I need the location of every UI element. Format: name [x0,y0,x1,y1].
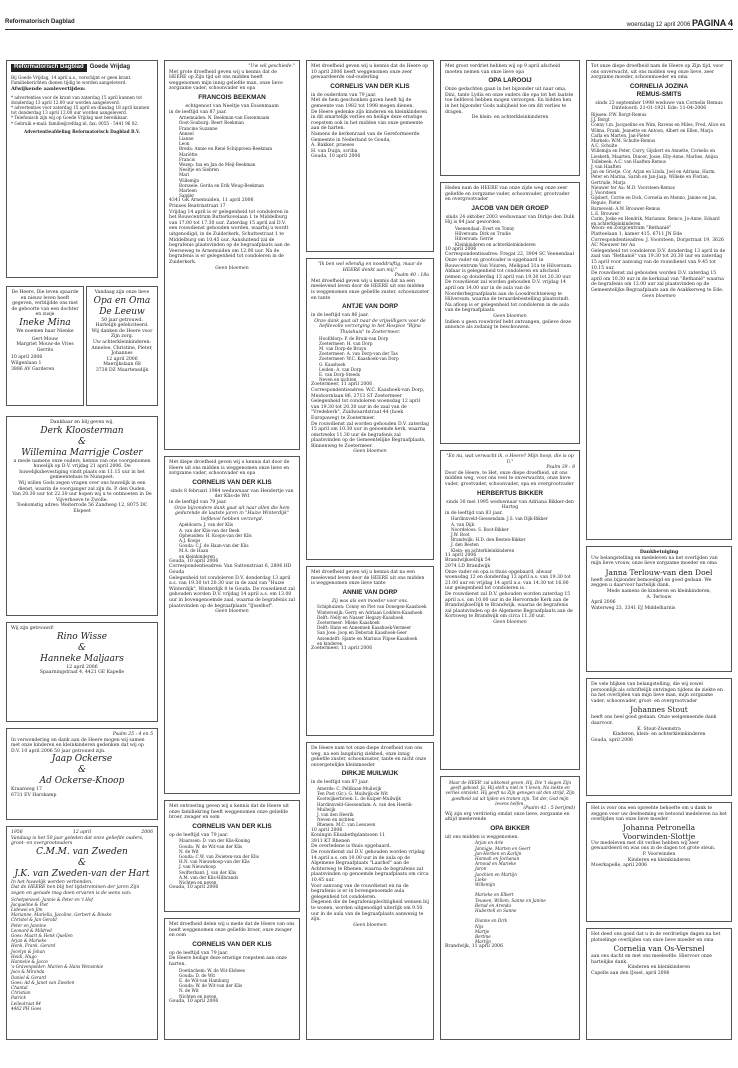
notice-text: De rouwdienst zal gehouden worden D.V. zaterdag 15 april om 10.30 uur in de kerkzaal van "Bethanië" waarna de begrafenis om 12.00 uur zal plaatsvinden op de Gemeentelijke Begraafplaats aan de Asakkerweg te Ede. [591,271,724,293]
notice-sign: Kinderen en kleinkinderen [627,965,691,971]
notice-text: Met diepe droefheid geven wij u kennis dat door de Heere uit ons midden is weggenomen onze lieve en zorgzame vader, schoonvader en opa [169,460,290,477]
notice-family: 's-Gravenpolder: Marien & Hans Wensinkie Jaco & Miranda Daniel & Gerard [11,964,104,980]
notice-verse: "Uw wil geschiede." [248,64,295,69]
notice-age: in de leeftijd van 86 jaar. [311,313,369,319]
notice-herbertus [440,450,580,770]
notice-text: Gelegenheid tot condoleren D.V. donderdag 13 april in de zaal van "Bethanië" van 19.30 tot 20.30 uur en zaterdag 15 april voor aanvang van de rouwdienst van 9.45 tot 10.15 uur. [591,248,726,271]
notice-text: Met grote droefheid geven wij u kennis dat de HEERE op Zijn tijd uit ons midden heeft weggenomen mijn innig geliefde man, onze lieve zorgzame vader, schoonvader en opa [169,69,283,92]
notice-text: Dankbaar en blij geven wij, [50,420,114,425]
notice-family: Amerde: C. Pellikaan-Muilwijk Ten Post (Gr.): G. Muilwijk-de Wit Kootwijkerbroek: L. de Kuiper-Muilwijk Hardinxveld-Giessendam: A. van den Heerik-Muilwijk J. van den Heerik Neven en nichten Rhenen: M.C. van Leeuwen [317,785,413,828]
notice-text: Met droefheid geven wij u kennis dat na een meelevend leven door de HEERE uit ons midden is weggenomen onze geliefde zuster, schoonzuster en tante [311,278,430,301]
ad-line: * advertenties voor zaterdag 15 april en dinsdag 18 april kunnen tot donderdag 13 april 12.00 uur worden aangeleverd. [11,105,150,116]
notice-date: Gouda, 10 april 2006 [169,558,219,564]
notice-age: in de leeftijd van 79 jaar. [169,499,227,505]
notice-address: Correspondentieadres: Van Suttenstraat 6, 2806 HD Gouda [169,564,292,575]
notice-text: Met groot verdriet hebben wij op 9 april afscheid moeten nemen van onze lieve opa [445,64,561,75]
notice-family: Rijssen: P.W. Borgt-Remus J.J. Borgt Conny t.m. Jacqueline en Wim, Ravens en Miles, Fred, Alice en Wilma, Frank, Jeanette en Antoon, Albert en Ellen, Marja Carla en Marten, Jan-Pieter Markelo: W.M. Schulte-Remus A.C. Schulte Willemijn en Peter, Corry, Gijsbert en Annette, Cornelis en Liesbeth, Maarten, Dinoor, Josse, Elly-Anne, Marlies, Anijsa Tollebeek: A.C. van Haaften-Remus J. van Haaften Jan en Grietje, Cor, Arjan en Linda, Joel en Adriana, Harm, Peter en Marina, Sarah en Jan-Jaap, Willeke en Florian, Gertrude, Marja Nieuwer ter Aa: M.D. Voorsteen-Remus J. Voorsteen Gijsbert, Corrie en Dick, Cornelia en Menno, Janine en Jan, Reguie, Pieter Barneveld: A.W. Brouwer-Remus L.E. Brouwer Carin, Joske en Hendrik, Marianne, Remco, Jo-Anne, Eduard en achterkleinkinderen [591,111,726,227]
notice-address: Wilgenlaan 1 3886 AV Garderen [11,360,55,372]
ad-footer: Advertentieafdeling Reformatorisch Dagblad B.V. [24,128,140,134]
paper-name: Reformatorisch Dagblad [5,19,75,25]
notice-janna [586,546,732,672]
notice-text: Met droefheid geven wij u kennis dat de Heere op 10 april 2006 heeft weggenomen onze zeer gewaardeerde oud-ouderling [311,64,429,81]
notice-text: Onze vader en opa is thuis opgebaard, alwaar woensdag 12 en donderdag 13 april a.s. van 19.30 tot 21.00 uur en vrijdag 14 april a.s. van 14.30 tot 16.00 uur gelegenheid tot condoleren is. [445,569,571,592]
notice-text: De rouwdienst zal worden gehouden D.V. zaterdag 15 april om 10.30 uur in genoemde kerk, waarna omstreeks 11.30 uur de begrafenis zal plaatsvinden op de Gemeentelijke Begraafplaats, Binnenweg te Zoetermeer. [311,421,429,449]
notice-name: Derk Kloosterman [40,425,124,436]
notice-age: in de ouderdom van 79 jaar. [311,92,377,98]
notice-zweden [6,826,158,1040]
notice-klis-4 [306,60,434,252]
notice-address: 4341 GK Arnemuiden, 11 april 2006 Prinses Beatrixstraat 17 [169,198,254,209]
ad-line: * Gebruik e-mail: familie@refdag.nl, fax: 0055 - 5441 96 02. [11,120,139,126]
notice-name: Ineke Mina [19,317,71,328]
notice-text: De overledene is thuis opgebaard. [311,844,391,850]
notice-text: uit ons midden is weggenomen. [445,834,519,840]
ad-line: * Telefonisch zijn wij op Goede Vrijdag niet bereikbaar. [11,115,129,121]
notice-verse-ref: Psalm 39 : 8 [546,465,575,471]
notice-antje [306,258,434,560]
notice-date: 10 april 2006 [445,246,477,252]
notice-name: CORNELIS VAN DER KLIS [192,478,272,486]
ad-line: * advertenties voor de krant van zaterdag 15 april kunnen tot donderdag 13 april 12.00 uur worden aangeleverd. [11,94,143,105]
notice-stout [586,678,732,796]
notice-family: Hoofddorp: P. de Bruin-van Dorp Zoetermeer: H. van Dorp M. van Dorp-de Bruyn Zoetermeer: A. van Dorp-van der Tas Zoetermeer: W.C. Kaashoek-van Dorp G. Kaashoek Leiden: A. van Dorp E. van Dorp-Steeds Neven en nichten [319,335,399,383]
notice-text: Voor aanvang van de rouwdienst en na de begrafenis is er in bovengenoemde aula gelegenheid tot condoleren. [311,883,409,900]
notice-name: Rino Wisse [56,631,108,642]
notice-verse: "Ik ben wel ellendig en nooddruftig, maar de HEERE denkt aan mij." [317,262,423,273]
notice-amp: & [77,642,86,653]
notice-address: Correspondentieadres: J. Voorsteen, Dorpstraat 19, 3626 AC Nieuwer ter Aa [591,237,724,249]
ad-subtitle: Afwijkende aanlevertijden: [11,86,86,92]
notice-name: Hanneke Maljaars [40,653,124,664]
notice-text: sinds 24 oktober 2003 weduwnaar van Dirkje den Dulk [445,214,575,220]
notice-family: Goes: Ad & Janet van Zweden Chantal Christian Patrick [11,979,75,1001]
year: 2006 [141,830,153,835]
notice-ockerse [6,728,158,820]
notice-name: OPA LAROOIJ [488,77,532,85]
notice-text: De Heere gedenke zijn kinderen en kleinkinderen in dit smartelijk verlies en heilige deze ernstige roepstem ook in het midden van onze gemeente aan de harten. [311,109,428,132]
notice-text: Vandaag zijn onze lieve [94,290,150,295]
notice-text: Indien u geen rouwbrief hebt ontvangen, gelieve deze annonce als zodanig te beschouwen. [445,319,572,331]
notice-petronella [586,802,732,922]
notice-text: Onze vader en grootvader is opgebaard in Rouwcentrum Van Vuuren, Melkpad 31a te Hilversum. Aldaar is gelegenheid tot condoleren en afscheid nemen op donderdag 13 april van 19.30 tot 20.30 uur. [445,257,573,280]
notice-text: Het is voor ons een opreehte behoefte om u dank te zeggen voor uw deelneming en betoond medeleven na het overlijden van onze lieve moeder [591,806,727,823]
ad-intro: Bij Goede Vrijdag, 14 april a.s., verschijnt er geen krant. Familieberichten dienen tijdig te worden aangeleverd. [11,74,132,85]
notice-sign: A. Terlouw [646,594,672,600]
notice-amp: & [77,436,86,447]
notice-family: Doetinchem: W. de Wit-Elshees Gouda: D. de Wit E. de Wit-van Hamburg Gouda: W. de Wit-van der Klis N. de Wit Nichten en neven [179,967,246,999]
year: 1956 [11,830,23,835]
notice-text: De Heere heilige deze ernstige roepstem aan onze harten. [169,956,287,967]
notice-name: OPA BIKKER [490,824,530,832]
notice-age: in de leeftijd van 87 jaar. [311,780,369,786]
notice-text: Het deed ons goed dat u in de verdrietige dagen na het plotselinge overlijden van onze lieve moeder en oma [591,932,721,943]
notice-klis-3 [164,918,300,1040]
notice-text: heeft ons heel goed gedaan. Onze welgemeende dank daarvoor. [591,715,717,726]
notice-date: 10 april 2006 [11,355,43,361]
notice-text: De rouwdienst zal worden gehouden D.V. vrijdag 14 april om 14.00 uur in de aula van de Noorderbegraafplaats aan de Loosdrechtseweg te Hilversum, waarna de teraardebestelling plaatsvindt. [445,280,570,303]
notice-address: Lelieatraat 84 4462 PH Goes [11,1000,42,1011]
notice-text: aan ons dacht en met ons meeleefde. Hiervoor onze hartelijke dank. [591,954,713,965]
notice-text: Tot onze diepe droefheid nam de Heere op Zijn tijd, voor ons onverwacht, uit ons midden weg onze lieve, zeer zorgzame moeder, schoonmoeder en oma [591,64,724,81]
notice-text: Namens de kerkenraad van de Gereformeerde Gemeente in Nederland te Gouda, [311,131,420,143]
notice-name: Cornelia van Os-Versnel [613,944,705,954]
notice-text: Wij zijn erg verdrietig omdat onze lieve, zorgzame en altijd meelevende [445,811,570,823]
notice-family: Goes: Maart & Henk Quellen Arjan & Marieke Henk, Frank, Gerard Jocelyn & Johan Heidi, Hugo Hannelie & Jacco [11,932,73,964]
notice-text: Dat de HEERE hen blij het tijdstrominen der jaren Zijn zegen en genade mag doen ervaren is de wens van: [11,885,140,896]
notice-name: Johannes Stout [630,705,688,715]
notice-address: Toekomstig adres: Weiterrode 56 Zandweg 12, 8075 DC Elspeet [16,503,148,514]
notice-amp: & [77,857,86,868]
page-date: woensdag 12 april 2006 PAGINA 4 [626,18,733,28]
notice-vernel [586,928,732,1040]
notice-date: Moerkapelle, april 2006 [591,863,648,869]
goede-vrijdag-ad [6,60,158,278]
notice-date: Gouda, 10 april 2006 [311,154,361,160]
notice-text: Heden nam de HEERE van onze zijde weg onze zeer geliefde en zorgzame vader, schoonvader, grootvader en overgrootvader [445,186,570,203]
notice-date: April 2006 Waterweg 23, 3341 EJ Middelharnis [591,600,676,611]
notice-text: Vrijdag 14 april is er gelegenheid tot condoleren in het Rouwcentrum Butterkovelaan 1 te Middelburg van 17.00 tot 17.30 uur. Zaterdag 15 april zal D.V. een rouwdienst gehouden worden, waarbij u wordt uitgenodigd, in de Zuiderkerk, Schuttestraat 1 te Middelburg om 10.45 uur. Aansluitend zal de begrafenis plaatsvinden op de begraafplaats aan de Veerseweg te Arnemuiden om 12.00 uur. Na de begrafenis is er gelegenheid tot condoleren in de Zuiderkerk. [169,209,290,265]
notice-name: J.K. van Zweden-van der Hart [14,868,150,879]
notice-text: Met ontroering geven wij u kennis dat de Heere uit onze familiekring heeft weggenomen onze geliefde broer, zwager en oom [169,804,290,821]
logo: Reformatorisch Dagblad [11,64,87,72]
notice-family: Gerrits [36,347,54,353]
notice-text: Gelegenheid tot condoleren woensdag 12 april van 19.30 tot 20.30 uur in de zaal van de "Vredekerk", Zuidwaardstraat 44 (hoek Europaweg) te Zoetermeer. [311,399,421,421]
notice-verse-ref: (Psalm 42 : 5 berijmd) [523,806,575,812]
notice-verse: Psalm 25 : 4 en 5 [112,732,153,737]
notice-text: sinds 8 februari 1984 weduwnaar van Hendertje van der Klis-de Wit [170,488,294,500]
notice-address: Spaarningstraat 4, 4421 GE Kapelle [39,670,125,676]
notice-text: Met de hem geschonken gaven heeft hij de gemeente van 1982 tot 1998 mogen dienen. [311,98,414,109]
notice-text: sinds 30 mei 1995 weduwnaar van Adriana Bikker-den Hartog [446,499,574,511]
notice-sign: P. Voorwinden Kinderen en kleinkinderen [627,851,691,863]
notice-text: De rouwdienst zal D.V. gehouden worden vrijdag 14 april a.s. om 10.00 uur in de aula op de Algemene Begraafplaats "Laarhof" aan de Achterweg te Rhenen, waarna de begrafenis zal plaatsvinden op genoemde begraafplaats om circa 10.45 uur. [311,849,429,883]
notice-date: Capelle aan den IJssel, april 2006 [591,970,670,976]
notice-text: Met droefheid delen wij u mede dat de Heere van ons heeft weggenomen onze geliefde broer, onze zwager en oom [169,922,295,939]
notice-rino [6,622,158,722]
notice-address: Kraanweg 17 6731 EV Harskamp [11,787,57,798]
notice-name: Jaap Ockerse [51,754,113,765]
notice-opa-oma [86,286,158,406]
notice-verse: "En nu, wat verwacht ik, o Heere? Mijn hoop, die is op U." [446,454,574,465]
notice-footer: Geen bloemen [215,265,249,271]
notice-title: Dankbetuiging [639,550,679,555]
notice-age: op de leeftijd van 79 jaar. [169,832,229,838]
notice-klis-1 [164,456,300,794]
notice-ineke [6,286,84,406]
notice-family: Maarssen: D. van der Klis-Koning Gouda: W. de Wit-van der Klis N. de Wit Gouda: C.W. van Zwieten-van der Klis H.N. van Nieuwkoop-van der Klis J. van Nieuwkoop Swifterbant: J. van der Klis A.M. van der Klis-Hilbrands Nichten en neven [179,838,259,885]
page-header [5,18,733,30]
notice-text: Mede namens de kinderen en kleinkinderen, [606,588,712,594]
notice-text: We noemen haar Nienke [16,328,74,334]
notice-address: Correspondentieadres: W.C. Kaashoek-van Dorp, Meidoornlaan 86, 2713 ST Zoetermeer [311,387,425,399]
notice-text: Door de Heere, te Het, onze diepe droefheid, uit ons midden weg, voor ons veel te onverwachts, onze lieve vader, grootvader, schoonvader, opa en overgrootvader [445,470,574,487]
notice-footer: De klein- en achterkleinkinderen [471,115,549,121]
notice-address: Maerijkslaan 68 3738 DZ Maartensdijk [95,362,149,373]
notice-name: CORNELIS VAN DER KLIS [330,82,410,90]
notice-address: Woon- en Zorgcentrum "Bethanië" Platteelaan 1, kamer 415, 6711 JN Ede [591,226,683,238]
notice-family: Arnemuiden: N. Beekman-van Essenmaam Oost-Souburg: Beert Beekman Francine Suzanne Anneel Lianne Leon Breda: Annie en René Schippreen-Beekman Mariëtte Francis Wezep: Ina en Jan de Meij-Beekman Neeltje en Siebren Mari Willemijn Borssele: Gerda en Erik Weug-Beekman Marleen Sander [179,115,273,199]
notice-name: Willemina Marrigje Coster [21,447,143,458]
notice-name: REMUS-SMITS [636,90,682,98]
notice-verse: Zij was als een moeder voor ons. [331,598,409,604]
notice-name: JACOB VAN DER GROEP [471,204,549,212]
notice-text: echtgenoot van Neeltje van Essenmaam [185,103,279,109]
notice-footer: Geen bloemen [642,293,676,299]
notice-family: Gert Mouw Margriet Mouw-de Vries [16,336,74,348]
notice-name: DIRKJE MUILWIJK [341,770,399,778]
notice-verse: Onze bijzondere dank gaat uit naar allen die hem gedurende de laatste jaren in "Huize Winterdijk" liefdevol hebben verzorgd. [174,505,290,522]
notice-age: in de leeftijd van 87 jaar. [169,109,227,115]
notice-footer: Geen bloemen [215,609,249,615]
notice-verse: Maar de HEER' zal uitkomst geven, Hij, Die 't slagen Zijn geeft gebood. Ja, Hij stelt u niet in 't leven, Na ziekte en verlies ontvlekt. Hij geeft na Zijn genegen uit den strijd, Zijn goedheid zal uit lijden en tranen zijn. Tot der, God mijn levens helfen. [445,780,575,806]
notice-opa-bikker [440,776,580,1040]
notice-annie [306,566,434,736]
notice-text: Degenen die de begrafenisplechtigheid wensen bij te wonen, worden uitgenodigd uiterlijk om 9.50 uur in de aula van de begraafplaats aanwezig te zijn. [311,900,430,923]
notice-text: Uw belangstelling en medeleven na het overlijden van mijn lieve vrouw, onze lieve zorgzame moeder en oma [591,555,718,567]
notice-age: Hij is 84 jaar geworden. [445,220,502,226]
notice-text: De Heere nam tot onze diepe droefheid van ons weg, na een langdurig ziekbed, onze innig geliefde zuster, schoonzuster, tante en nicht onze onvergetelijke kleinmoeder [311,746,427,768]
notice-family: Hardinxveld-Giessendam: J.S. van Dijk-Bikker A. van Dijk Noordeloos: S. Boot-Bikker J.W. Boot Brandwijk: H.D. den Besten-Bikker J. den Besten Klein- en achterkleinkinderen [451,516,548,553]
notice-family: Apeldoorn: J. van der Klis A. van der Klis-van der Beek Opheusden: H. Koops-van der Klis A.J. Koops Gouda: C.J. de Haan-van der Klis M.A. de Haan en kleinkinderen [179,522,252,559]
notice-klis-2 [164,800,300,912]
notice-family: Uw achterkleinkinderen: Anneloe, Christine, Pieter, Johannes [91,339,153,357]
notice-footer: Geen bloemen [493,313,527,319]
notice-name: Opa en Oma De Leeuw [93,295,151,317]
notice-text: In het huwelijk werden verbonden. [11,879,93,885]
notice-text: Wij willen Gods zegen vragen over ons huwelijk in een dienst, waarin de voorganger zal zijn ds. P. den Ouden. [17,480,147,492]
notice-name: ANTJE VAN DORP [342,303,398,311]
notice-text: Wij zijn getrouwd! [11,626,54,631]
notice-name: Johanna Petronella [622,822,696,832]
notice-jacob [440,182,580,444]
notice-footer: Geen bloemen [353,449,387,455]
notice-text: u mede namens onze ouders, kennis van ons voorgenomen huwelijk op D.V. vrijdag 21 april 2006. De huwelijksbevestiging vindt plaats om 11.15 uur in het gemeentehuis te Nunspeet. [13,458,151,481]
notice-date: Zoetermeer, 11 april 2006 [311,646,373,651]
notice-address: Correspondentieadres: Fregat 22, 3904 SC Veenendaal [445,252,575,258]
notice-name: C.M.M. van Zweden [36,846,128,857]
notice-text: Met droefheid geven wij u kennis dat na een meelevend leven door de HEERE uit ons midden is weggenomen onze lieve tante [311,570,425,587]
notice-name: CORNELIA JOZINA [629,82,689,90]
notice-age: op de leeftijd van 79 jaar. [169,950,229,956]
notice-family: A. Bakker, praeses H. van Duijn, scriba [311,143,358,154]
notice-address: 10 april 2006 Koningin Elisabethplantsoen 11 3911 KT Rhenen [311,827,386,844]
notice-text: De Heere, Die leven spaarde en nieuw leven heeft gegeven, verblijdde ons met de geboorte van een dochter en zusje [11,290,79,318]
notice-text: Na afloop is er gelegenheid tot condoleren in de aula van de begraafplaats. [445,302,569,314]
notice-name: CORNELIS VAN DER KLIS [192,822,272,830]
notice-footer: Geen bloemen [353,922,387,928]
notice-family: Schiphuizen: Conny en Piet van Donegen-Kaashoek Winterswijk: Gerry en Adriaan Lodders-Kaashoek Delft: Nelly en Nasser Hegazy-Kaashoek Zoetermeer: Mieke Kaashoek Delft: Hans en Annemiek Kaashoek-Vermeer San Jose: Joop en Deborah Kaashoek-Geer Assendelft: Sjante en Marinus Flipse-Kaashoek en kinderen [317,604,427,646]
notice-date: Zoetermeer, 11 april 2006 [311,382,373,388]
notice-text: Van 20.30 uur tot 22.30 uur hopen wij u te ontmoeten in De Vijverhoeve te Zwolle. [12,492,152,503]
notice-cornelia [586,60,732,540]
notice-text: De vele blijken van belangstelling, die wij zowel persoonlijk als schriftelijk ontvingen tijdens de ziekte en na het overlijden van mijn lieve man, mijn zorgzame vader, schoonvader, groot- en overgrootvader [591,682,723,704]
notice-dirkje [306,742,434,1040]
notice-text: sinds 23 september 1998 weduwe van Cornelis Remus [595,100,723,106]
notice-date: 12 april 2006 [66,664,98,670]
notice-text: In verwondering en dank aan de Heere mogen wij samen met onze kinderen en kleinkinderen gedenken dat wij op D.V. 10 april 2006 50 jaar getrouwd zijn. [11,737,145,754]
ad-title: Goede Vrijdag [89,64,131,70]
notice-sign: K. Stout-Zwemstra Kinderen, klein- en achterkleinkinderen [612,726,706,738]
notice-text: Uw medeleven met dit verlies hebben wij zeer gewaardeerd en was ons in de dagen tot grote steun. [591,840,716,852]
year: 12 april [72,830,92,835]
notice-date: 12 april 2006 [106,356,138,362]
notice-dates: Dinteloord: 21-01-1921 Ede: 11-04-2006 [611,106,707,112]
notice-age: in de leeftijd van 83 jaar. [445,510,503,516]
notice-name: Janna Terlouw-van den Doel [605,567,713,577]
notice-text: heeft ons bijzonder bemoedigd en goed gedaan. We zeggen u daarvoor hartelijk dank. [591,577,712,589]
notice-text: 50 jaar getrouwd. Hartelijk gefeliciteerd. Wij danken de Heere voor Zijn zorg. [91,317,153,340]
notice-text: De rouwdienst zal D.V. gehouden worden zaterdag 15 april a.s. om 10.00 uur in de Hervormde Kerk aan de BrandwijkseDijk te Brandwijk, waarna de begrafenis zal plaatsvinden op de Algemene Begraafplaats aan de Kortsweg te Brandwijk om circa 11.30 uur. [445,591,573,620]
notice-date: Gouda, 10 april 2006 [169,998,219,1004]
notice-date: Gouda, 10 april 2006 [169,885,219,891]
notice-name: FRANCOIS BEEKMAN [198,93,266,101]
notice-name: ANNIE VAN DORP [342,588,398,596]
notice-footer: Geen bloemen [493,619,527,625]
notice-family: Veenendaal: Evert en Tonny Hilversum: Dirk en Trudie Hilversum: Gerrie Kleinkinderen en achterkleinkinderen [455,225,536,247]
notice-family: Arjan en Arie Jannigje, Marten en Geert Jan-Herben en Karlijn Hannah en Jochanan Arnoud en Marieke Jaron Jaochien en Martijn Lieke Willemijn Marieke en Elbert Teuwen, Willem, Sanne en Janine Berad en Arenda Hubertell en Sanne Dianne en Dirk Nijs Martje Bertine Martijn [475,840,546,945]
notice-text: Gelegenheid tot condoleren D.V. donderdag 13 april a.s. van 19.30 tot 20.30 uur in de zaal van "Huize Winterdijk", Winterdijk 8 te Gouda. De rouwdienst zal gehouden worden D.V. vrijdag 14 april a.s. om 13.00 uur in bovengenoemde zaal, waarna de begrafenis zal plaatsvinden op de begraafplaats "IJsselhof". [169,575,296,609]
notice-verse-ref: Psalm 40 : 18a [394,273,429,279]
notice-name: Voorwinden-Slottje [622,831,696,841]
notice-derk [6,416,158,616]
notice-name: CORNELIS VAN DER KLIS [192,940,272,948]
notice-date: 11 april 2006 BrandwijkseDijk 54 2974 LD Brandwijk [445,552,491,569]
notice-verse: Onze dank gaat uit naar de vrijwilligers voor de liefdevolle verzorging in het Hospice "Bijna Thuishuis" te Zoetermeer. [314,318,426,335]
notice-opa-larooij [440,60,580,176]
notice-family: Schetpenzeel: Jannie & Peter en 't Hof Jacqueline & Piet Lidewei en Jim Marianne, Mariella, Jacoline, Gerbert & Rinske Christel & Jan Gerald Peter en Jannine Leonard & Mildred [11,896,112,933]
notice-beekman [164,60,300,450]
notice-text: Vandaag is het 50 jaar geleden dat onze geliefde ouders, groot- en overgrootouders [11,835,144,847]
notice-name: Ad Ockerse-Knoop [39,776,125,787]
notice-date: Brandwijk, 11 april 2006 [445,944,504,950]
notice-date: Gouda, april 2006 [591,737,633,743]
notice-name: HERBERTUS BIKKER [476,489,544,497]
notice-text: Onze gedachten gaan in het bijzonder uit naar oma, Dini, tante Lydia en onze ouders die opa tot het laatste toe liefdevol hebben mogen verzorgen. En bidden hen in het bijzonder Gods nabijheid toe om dit verlies te dragen. [445,87,574,115]
notice-amp: & [77,765,86,776]
